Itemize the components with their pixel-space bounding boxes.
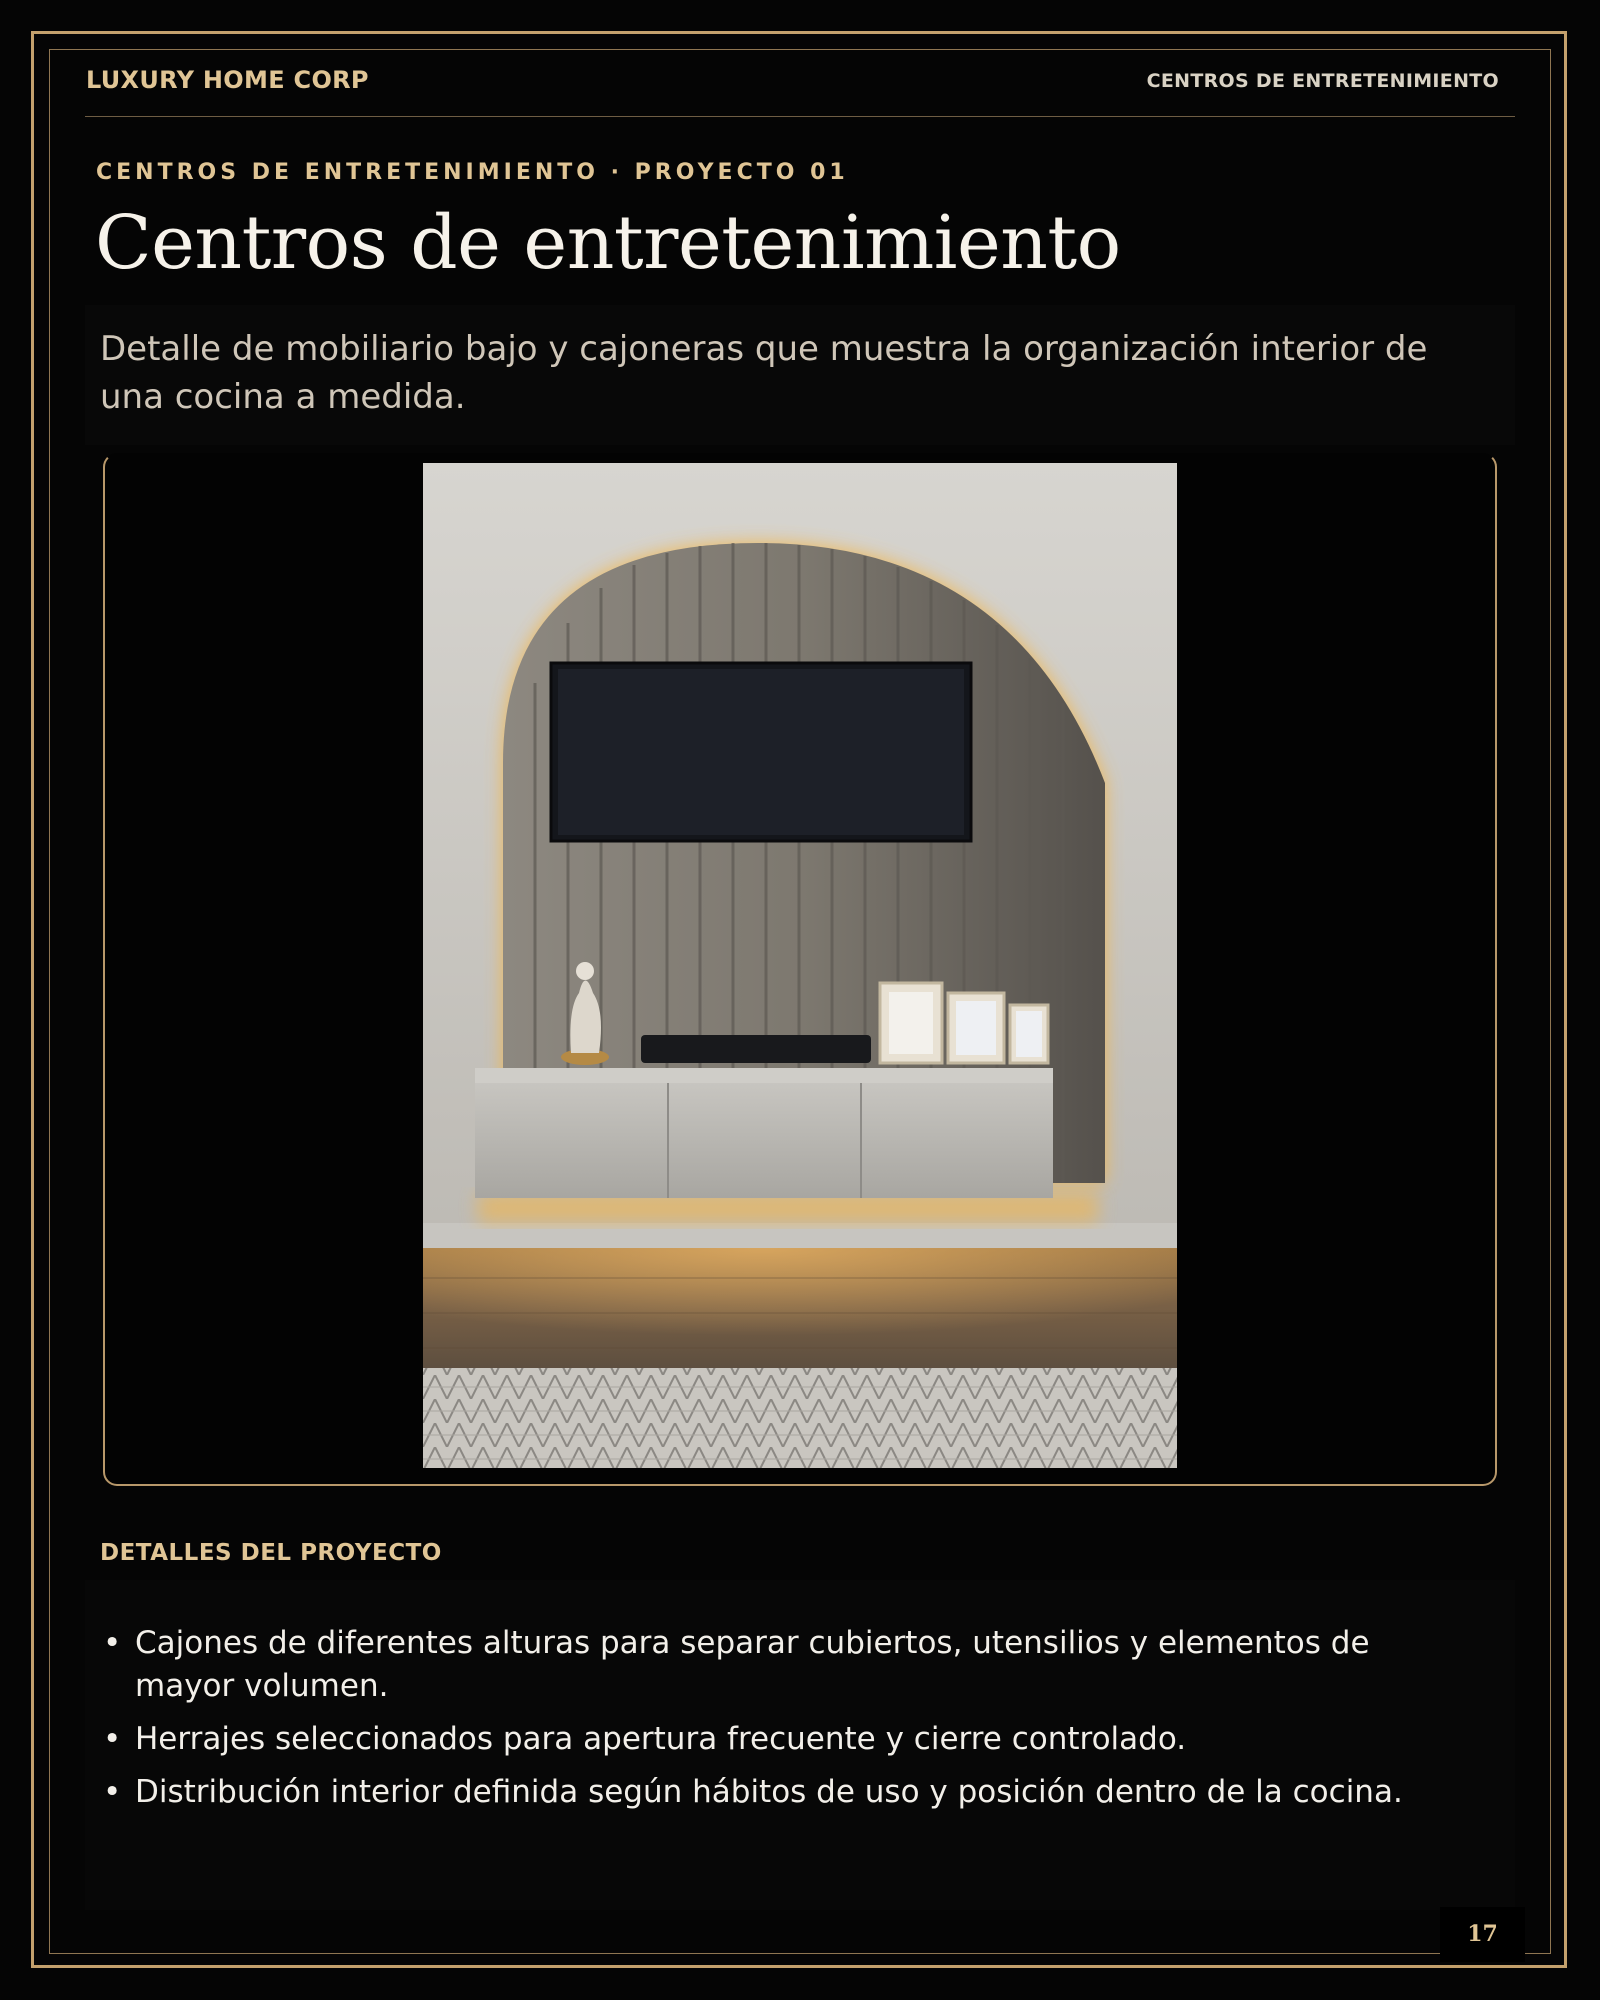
details-panel — [85, 1580, 1515, 1910]
page-number-panel — [1440, 1907, 1525, 1962]
details-list — [101, 1622, 1431, 1824]
list-item — [101, 1718, 1431, 1761]
subtitle-panel — [85, 305, 1515, 445]
project-photo — [423, 463, 1177, 1468]
list-item-text: Distribución interior definida según hábitos de uso y posición dentro de la cocina. — [135, 1774, 1403, 1810]
bullet-icon: • — [103, 1625, 122, 1661]
bullet-icon: • — [103, 1721, 122, 1757]
page-subtitle: Detalle de mobiliario bajo y cajoneras que muestra la organización interior de una cocina a medida. — [100, 329, 1428, 417]
list-item-text: Herrajes seleccionados para apertura frecuente y cierre controlado. — [135, 1721, 1187, 1757]
section-kicker: CENTROS DE ENTRETENIMIENTO · PROYECTO 01 — [96, 160, 849, 185]
tv-wall-unit-photo — [423, 463, 1177, 1468]
list-item — [101, 1771, 1431, 1814]
details-heading: DETALLES DEL PROYECTO — [100, 1540, 442, 1566]
page-title: Centros de entretenimiento — [95, 200, 1121, 286]
brand-name: LUXURY HOME CORP — [86, 66, 369, 94]
list-item-text: Cajones de diferentes alturas para separar cubiertos, utensilios y elementos de mayor volumen. — [135, 1625, 1370, 1704]
bullet-icon: • — [103, 1774, 122, 1810]
page-header — [85, 62, 1515, 117]
page-number: 17 — [1467, 1921, 1498, 1947]
list-item — [101, 1622, 1431, 1708]
header-section-label: CENTROS DE ENTRETENIMIENTO — [1146, 70, 1499, 92]
